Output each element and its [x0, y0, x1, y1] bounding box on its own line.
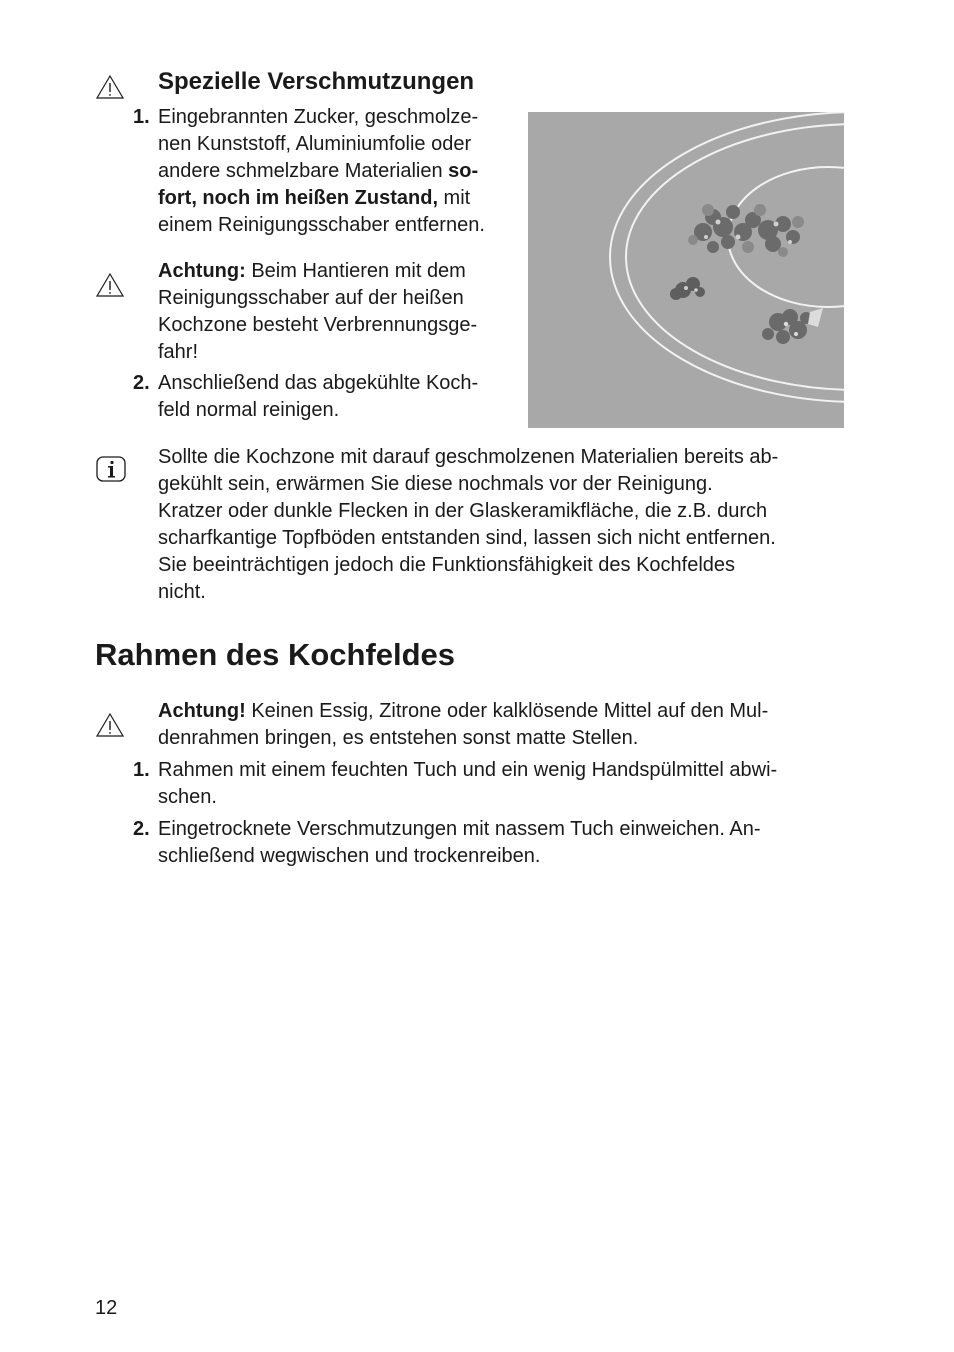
frame-step-2-text: Eingetrocknete Verschmutzungen mit nassem Tuch einweichen. An- schließend wegwischen und trockenreiben. [158, 818, 761, 867]
section-heading-special-dirt: Spezielle Verschmutzungen [158, 68, 475, 95]
page-number: 12 [95, 1297, 118, 1319]
step-number: 1. [133, 106, 150, 128]
step-2-text: Anschließend das abgekühlte Koch- feld normal reinigen. [158, 372, 479, 421]
section-heading-frame: Rahmen des Kochfeldes [95, 637, 456, 672]
step-number: 1. [133, 759, 150, 781]
info-icon [96, 456, 126, 482]
frame-warning-text: Achtung! Keinen Essig, Zitrone oder kalklösende Mittel auf den Mul- denrahmen bringen, es entstehen sonst matte Stellen. [158, 700, 769, 749]
info-note-text: Sollte die Kochzone mit darauf geschmolzenen Materialien bereits ab- gekühlt sein, erwärmen Sie diese nochmals vor der Reinigung. Kratzer oder dunkle Flecken in der Glaskeramikfläche, die z.B. durch scharfkantige Topfböden entstanden sind, lassen sich nicht entfernen. Sie beeinträchtigen jedoch die Funktionsfähigkeit des Kochfeldes nicht. [158, 446, 779, 603]
warning-text: Achtung: Beim Hantieren mit dem Reinigungsschaber auf der heißen Kochzone besteht Verbrennungsge- fahr! [158, 260, 478, 363]
step-number: 2. [133, 372, 150, 394]
cooking-zone-illustration [528, 112, 844, 428]
step-number: 2. [133, 818, 150, 840]
cooking-zone-drawing [528, 112, 844, 428]
step-1-text: Eingebrannten Zucker, geschmolze- nen Kunststoff, Aluminiumfolie oder andere schmelzbare Materialien so- fort, noch im heißen Zustand, mit einem Reinigungsschaber entfernen. [158, 106, 485, 236]
warning-triangle-icon [95, 272, 125, 298]
frame-step-1-text: Rahmen mit einem feuchten Tuch und ein wenig Handspülmittel abwi- schen. [158, 759, 778, 808]
warning-triangle-icon [95, 712, 125, 738]
warning-triangle-icon [95, 74, 125, 100]
